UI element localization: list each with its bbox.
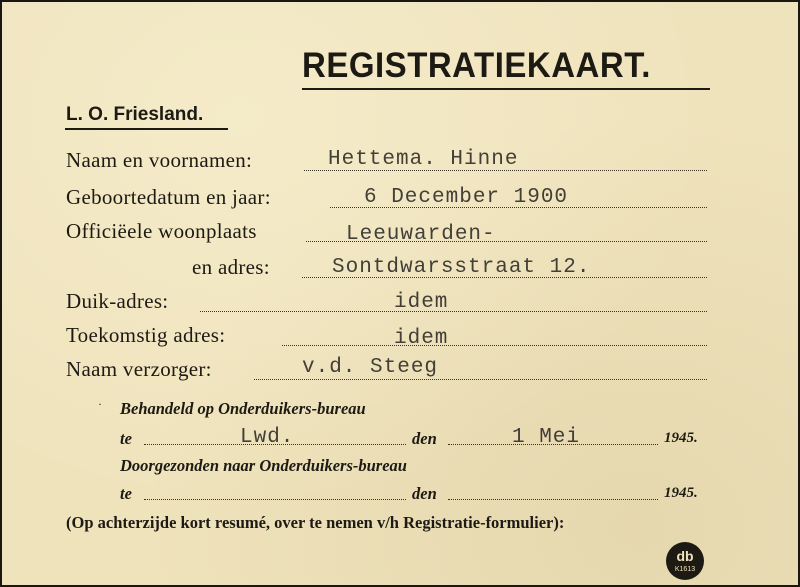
future-address-label: Toekomstig adres: — [66, 323, 226, 347]
footer-note: (Op achterzijde kort resumé, over te nemen v/h Registratie-formulier): — [66, 513, 565, 532]
forwarded-year: 1945. — [664, 485, 698, 501]
treated-te-label: te — [120, 429, 132, 448]
address-value: Sontdwarsstraat 12. — [332, 256, 591, 279]
printer-stamp — [666, 542, 704, 580]
hiding-address-value: idem — [394, 291, 449, 314]
birth-value: 6 December 1900 — [364, 186, 569, 209]
forwarded-te-label: te — [120, 484, 132, 503]
forwarded-den-label: den — [412, 484, 437, 503]
title-underline — [302, 88, 710, 90]
treated-den-label: den — [412, 429, 437, 448]
hiding-address-dotted-line — [200, 311, 707, 312]
residence-label: Officiëele woonplaats — [66, 219, 257, 243]
region-label: L. O. Friesland. — [66, 104, 204, 125]
forwarded-heading: Doorgezonden naar Onderduikers-bureau — [120, 456, 407, 475]
treated-year: 1945. — [664, 430, 698, 446]
future-address-dotted-line — [282, 345, 707, 346]
treated-place-value: Lwd. — [240, 426, 295, 449]
residence-value: Leeuwarden- — [346, 223, 496, 246]
stamp-bottom-text: K1613 — [674, 566, 696, 573]
future-address-value: idem — [394, 327, 449, 350]
forwarded-place-dotted-line — [144, 499, 406, 500]
name-label: Naam en voornamen: — [66, 148, 253, 172]
hiding-address-label: Duik-adres: — [66, 289, 169, 313]
bullet-mark: · — [98, 397, 102, 411]
address-label: en adres: — [192, 255, 270, 279]
birth-label: Geboortedatum en jaar: — [66, 185, 271, 209]
region-underline — [65, 128, 228, 130]
caretaker-value: v.d. Steeg — [302, 356, 439, 379]
treated-date-value: 1 Mei — [512, 426, 581, 449]
stamp-top-text: db — [676, 548, 694, 564]
treated-heading: Behandeld op Onderduikers-bureau — [120, 399, 366, 418]
registration-card — [2, 2, 798, 585]
forwarded-date-dotted-line — [448, 499, 658, 500]
name-value: Hettema. Hinne — [328, 148, 519, 171]
card-title: REGISTRATIEKAART. — [302, 44, 651, 85]
caretaker-dotted-line — [254, 379, 707, 380]
caretaker-label: Naam verzorger: — [66, 357, 212, 381]
